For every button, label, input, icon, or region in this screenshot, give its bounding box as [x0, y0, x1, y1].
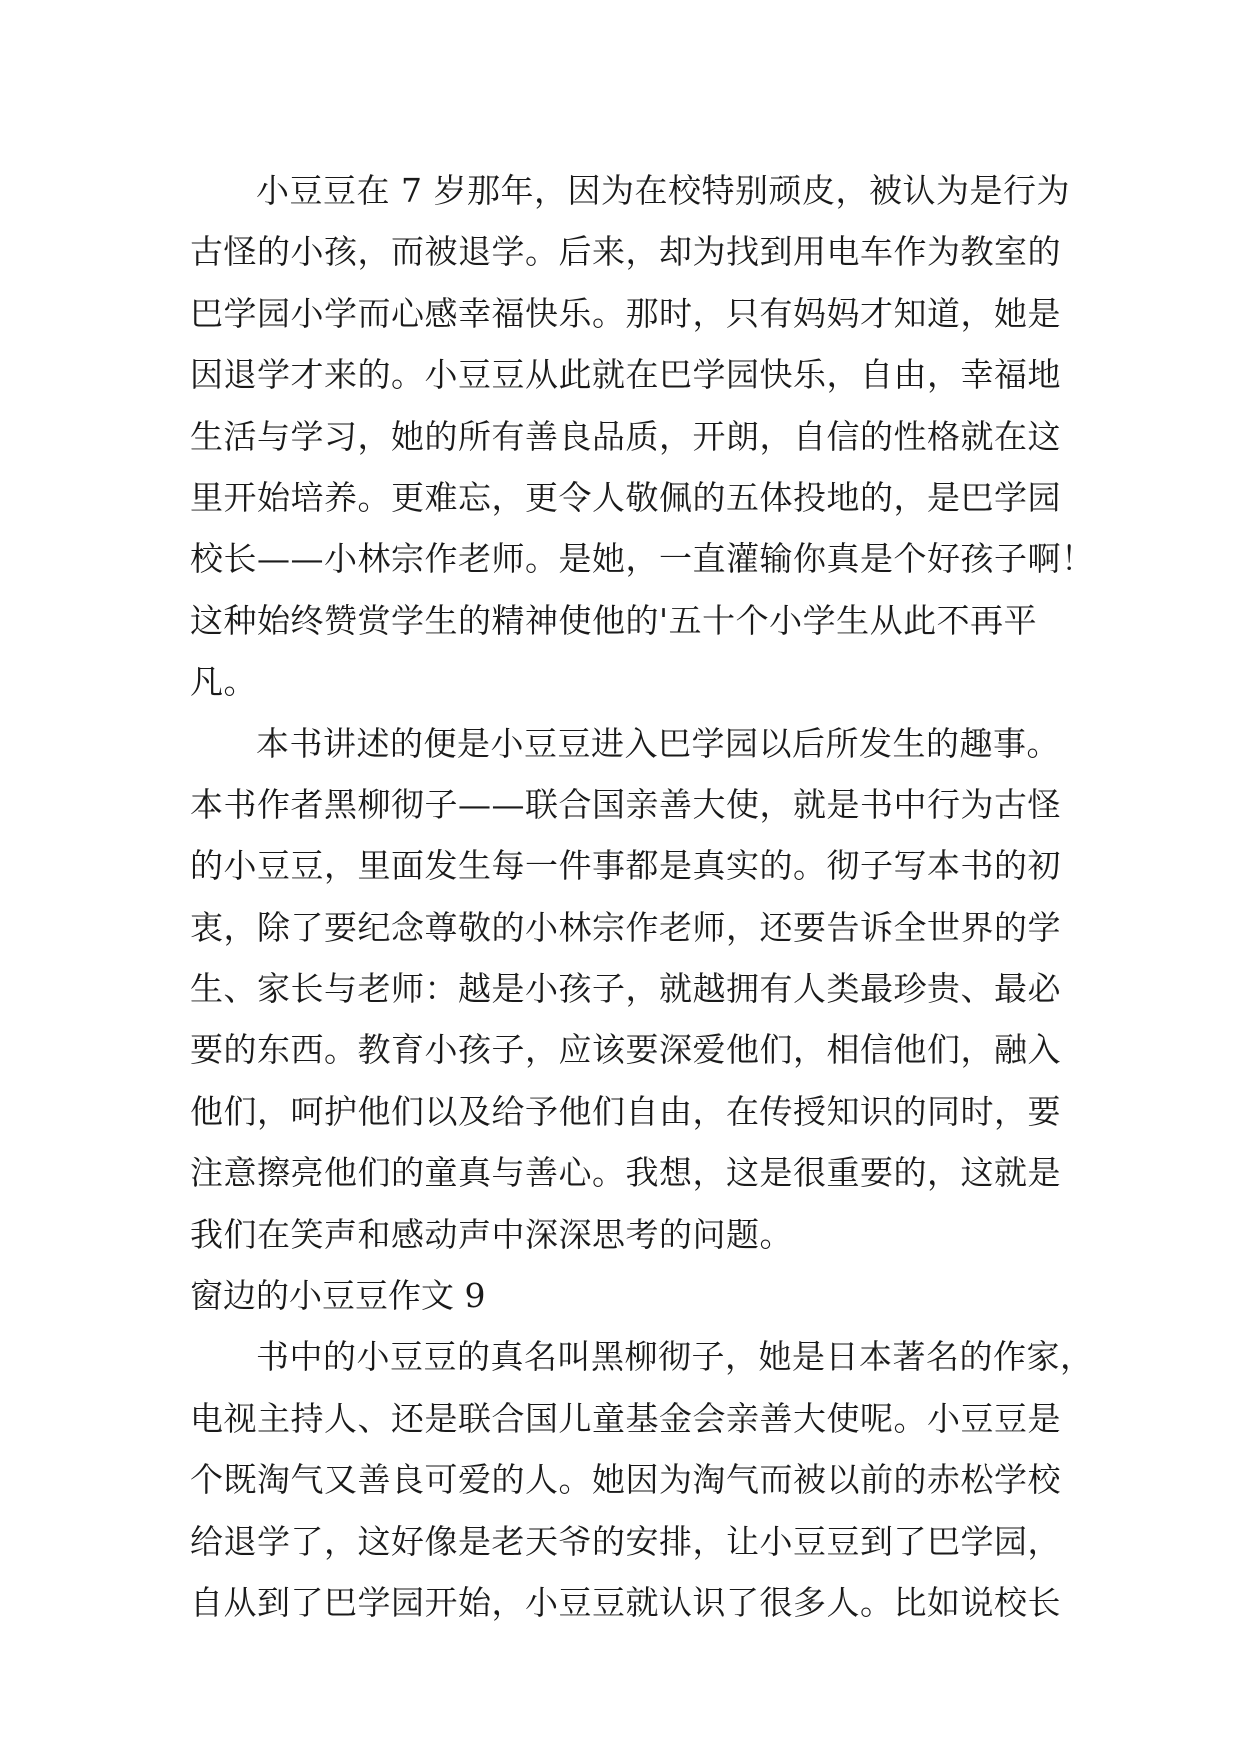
text-line: 巴学园小学而心感幸福快乐。那时，只有妈妈才知道，她是 [190, 293, 1061, 333]
text-line: 要的东西。教育小孩子，应该要深爱他们，相信他们，融入 [190, 1030, 1061, 1070]
text-line: 个既淘气又善良可爱的人。她因为淘气而被以前的赤松学校 [190, 1460, 1061, 1500]
section-heading [190, 1265, 1070, 1326]
text-line: 电视主持人、还是联合国儿童基金会亲善大使呢。小豆豆是 [190, 1398, 1061, 1438]
paragraph-3 [190, 1326, 1094, 1633]
text-line: 的小豆豆，里面发生每一件事都是真实的。彻子写本书的初 [190, 846, 1061, 886]
text-line: 小豆豆在 7 岁那年，因为在校特别顽皮，被认为是行为 [256, 171, 1070, 210]
text-line: 因退学才来的。小豆豆从此就在巴学园快乐，自由，幸福地 [190, 355, 1061, 395]
text-line: 校长——小林宗作老师。是她，一直灌输你真是个好孩子啊！ [190, 539, 1095, 579]
text-line: 本书作者黑柳彻子——联合国亲善大使，就是书中行为古怪 [190, 784, 1061, 824]
text-line: 凡。 [190, 662, 257, 702]
paragraph-1 [190, 160, 1095, 713]
text-line: 生活与学习，她的所有善良品质，开朗，自信的性格就在这 [190, 416, 1061, 456]
text-line: 这种始终赞赏学生的精神使他的'五十个小学生从此不再平 [190, 600, 1038, 640]
text-line: 书中的小豆豆的真名叫黑柳彻子，她是日本著名的作家， [256, 1337, 1094, 1377]
heading-line: 窗边的小豆豆作文 9 [190, 1276, 486, 1316]
text-line: 注意擦亮他们的童真与善心。我想，这是很重要的，这就是 [190, 1153, 1061, 1193]
text-line: 里开始培养。更难忘，更令人敬佩的五体投地的，是巴学园 [190, 477, 1061, 517]
text-line: 本书讲述的便是小豆豆进入巴学园以后所发生的趣事。 [256, 723, 1060, 763]
text-line: 我们在笑声和感动声中深深思考的问题。 [190, 1214, 793, 1254]
paragraph-2 [190, 713, 1070, 1266]
text-line: 给退学了，这好像是老天爷的安排，让小豆豆到了巴学园， [190, 1521, 1061, 1561]
text-line: 衷，除了要纪念尊敬的小林宗作老师，还要告诉全世界的学 [190, 907, 1061, 947]
text-line: 古怪的小孩，而被退学。后来，却为找到用电车作为教室的 [190, 232, 1061, 272]
text-line: 自从到了巴学园开始，小豆豆就认识了很多人。比如说校长 [190, 1582, 1061, 1622]
text-line: 生、家长与老师：越是小孩子，就越拥有人类最珍贵、最必 [190, 969, 1061, 1009]
text-line: 他们，呵护他们以及给予他们自由，在传授知识的同时，要 [190, 1091, 1061, 1131]
document-body [190, 160, 1095, 1633]
